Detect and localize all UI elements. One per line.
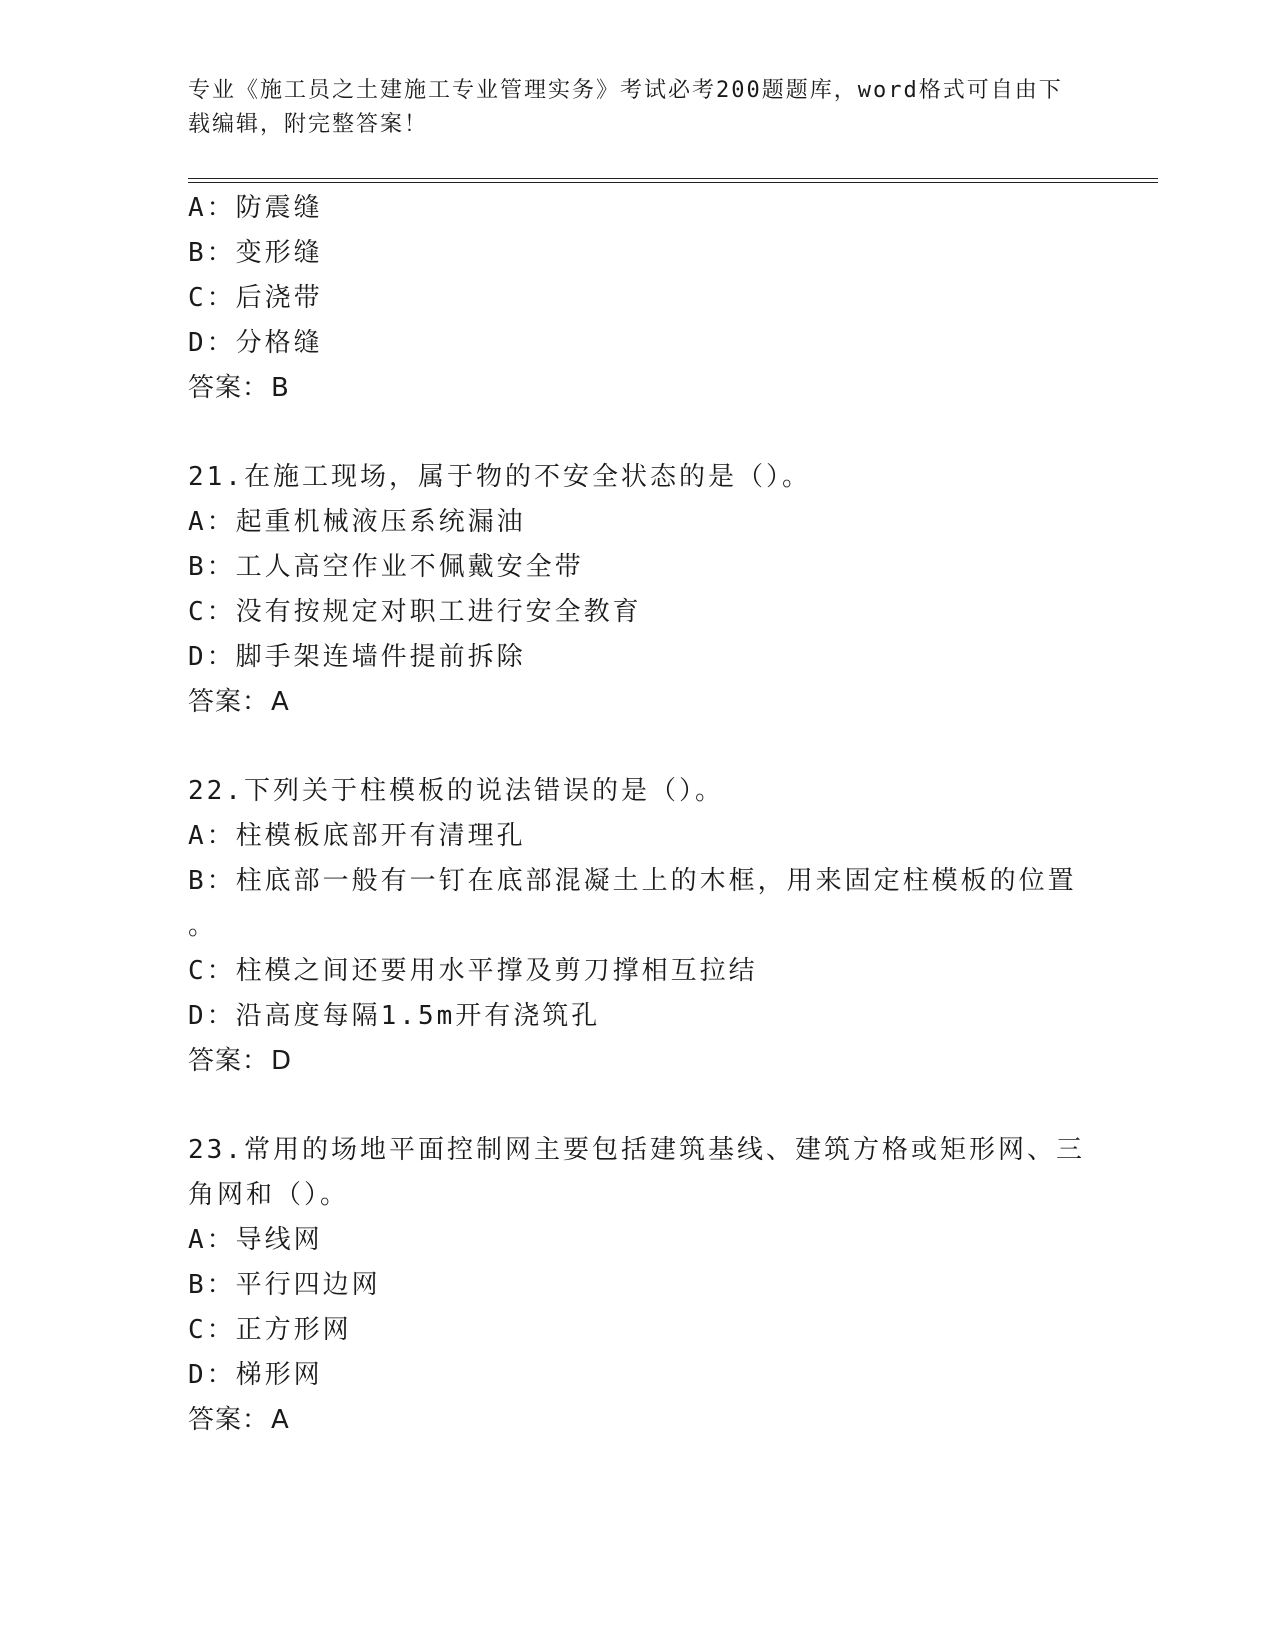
q21-answer <box>188 686 290 718</box>
q22-option-c: C：柱模之间还要用水平撑及剪刀撑相互拉结 <box>188 956 758 986</box>
header-rule-bottom <box>188 182 1158 183</box>
q20-option-a: A：防震缝 <box>188 193 323 223</box>
q21-option-b: B：工人高空作业不佩戴安全带 <box>188 552 584 582</box>
q20-option-c: C：后浇带 <box>188 283 323 313</box>
q23-option-b: B：平行四边网 <box>188 1270 381 1300</box>
q22-option-a: A：柱模板底部开有清理孔 <box>188 821 526 851</box>
answer-label: 答案： <box>188 1046 270 1076</box>
q22-option-b: B：柱底部一般有一钉在底部混凝土上的木框，用来固定柱模板的位置 <box>188 866 1077 896</box>
q22-option-d: D：沿高度每隔1.5m开有浇筑孔 <box>188 1001 601 1031</box>
answer-label: 答案： <box>188 687 270 717</box>
document-header: 专业《施工员之土建施工专业管理实务》考试必考200题题库，word格式可自由下载编辑，附完整答案！ <box>188 78 1063 137</box>
q20-option-d: D：分格缝 <box>188 328 323 358</box>
q22-question: 22.下列关于柱模板的说法错误的是（）。 <box>188 776 724 806</box>
q21-option-d: D：脚手架连墙件提前拆除 <box>188 642 526 672</box>
q20-option-b: B：变形缝 <box>188 238 323 268</box>
answer-value: A <box>271 1405 290 1435</box>
q21-question: 21.在施工现场，属于物的不安全状态的是（）。 <box>188 462 811 492</box>
answer-label: 答案： <box>188 1405 270 1435</box>
q23-answer <box>188 1404 290 1436</box>
q20-answer <box>188 372 290 404</box>
q21-option-a: A：起重机械液压系统漏油 <box>188 507 526 537</box>
answer-value: D <box>271 1046 293 1076</box>
header-rule-top <box>188 178 1158 179</box>
q23-option-a: A：导线网 <box>188 1225 323 1255</box>
q23-question-line-2: 角网和（）。 <box>188 1180 350 1210</box>
q22-option-b-continuation: 。 <box>188 911 218 941</box>
q22-answer <box>188 1045 292 1077</box>
q23-option-c: C：正方形网 <box>188 1315 352 1345</box>
q23-question-line-1: 23.常用的场地平面控制网主要包括建筑基线、建筑方格或矩形网、三 <box>188 1135 1085 1165</box>
q23-option-d: D：梯形网 <box>188 1360 323 1390</box>
answer-value: B <box>271 373 290 403</box>
answer-value: A <box>271 687 290 717</box>
answer-label: 答案： <box>188 373 270 403</box>
q21-option-c: C：没有按规定对职工进行安全教育 <box>188 597 642 627</box>
